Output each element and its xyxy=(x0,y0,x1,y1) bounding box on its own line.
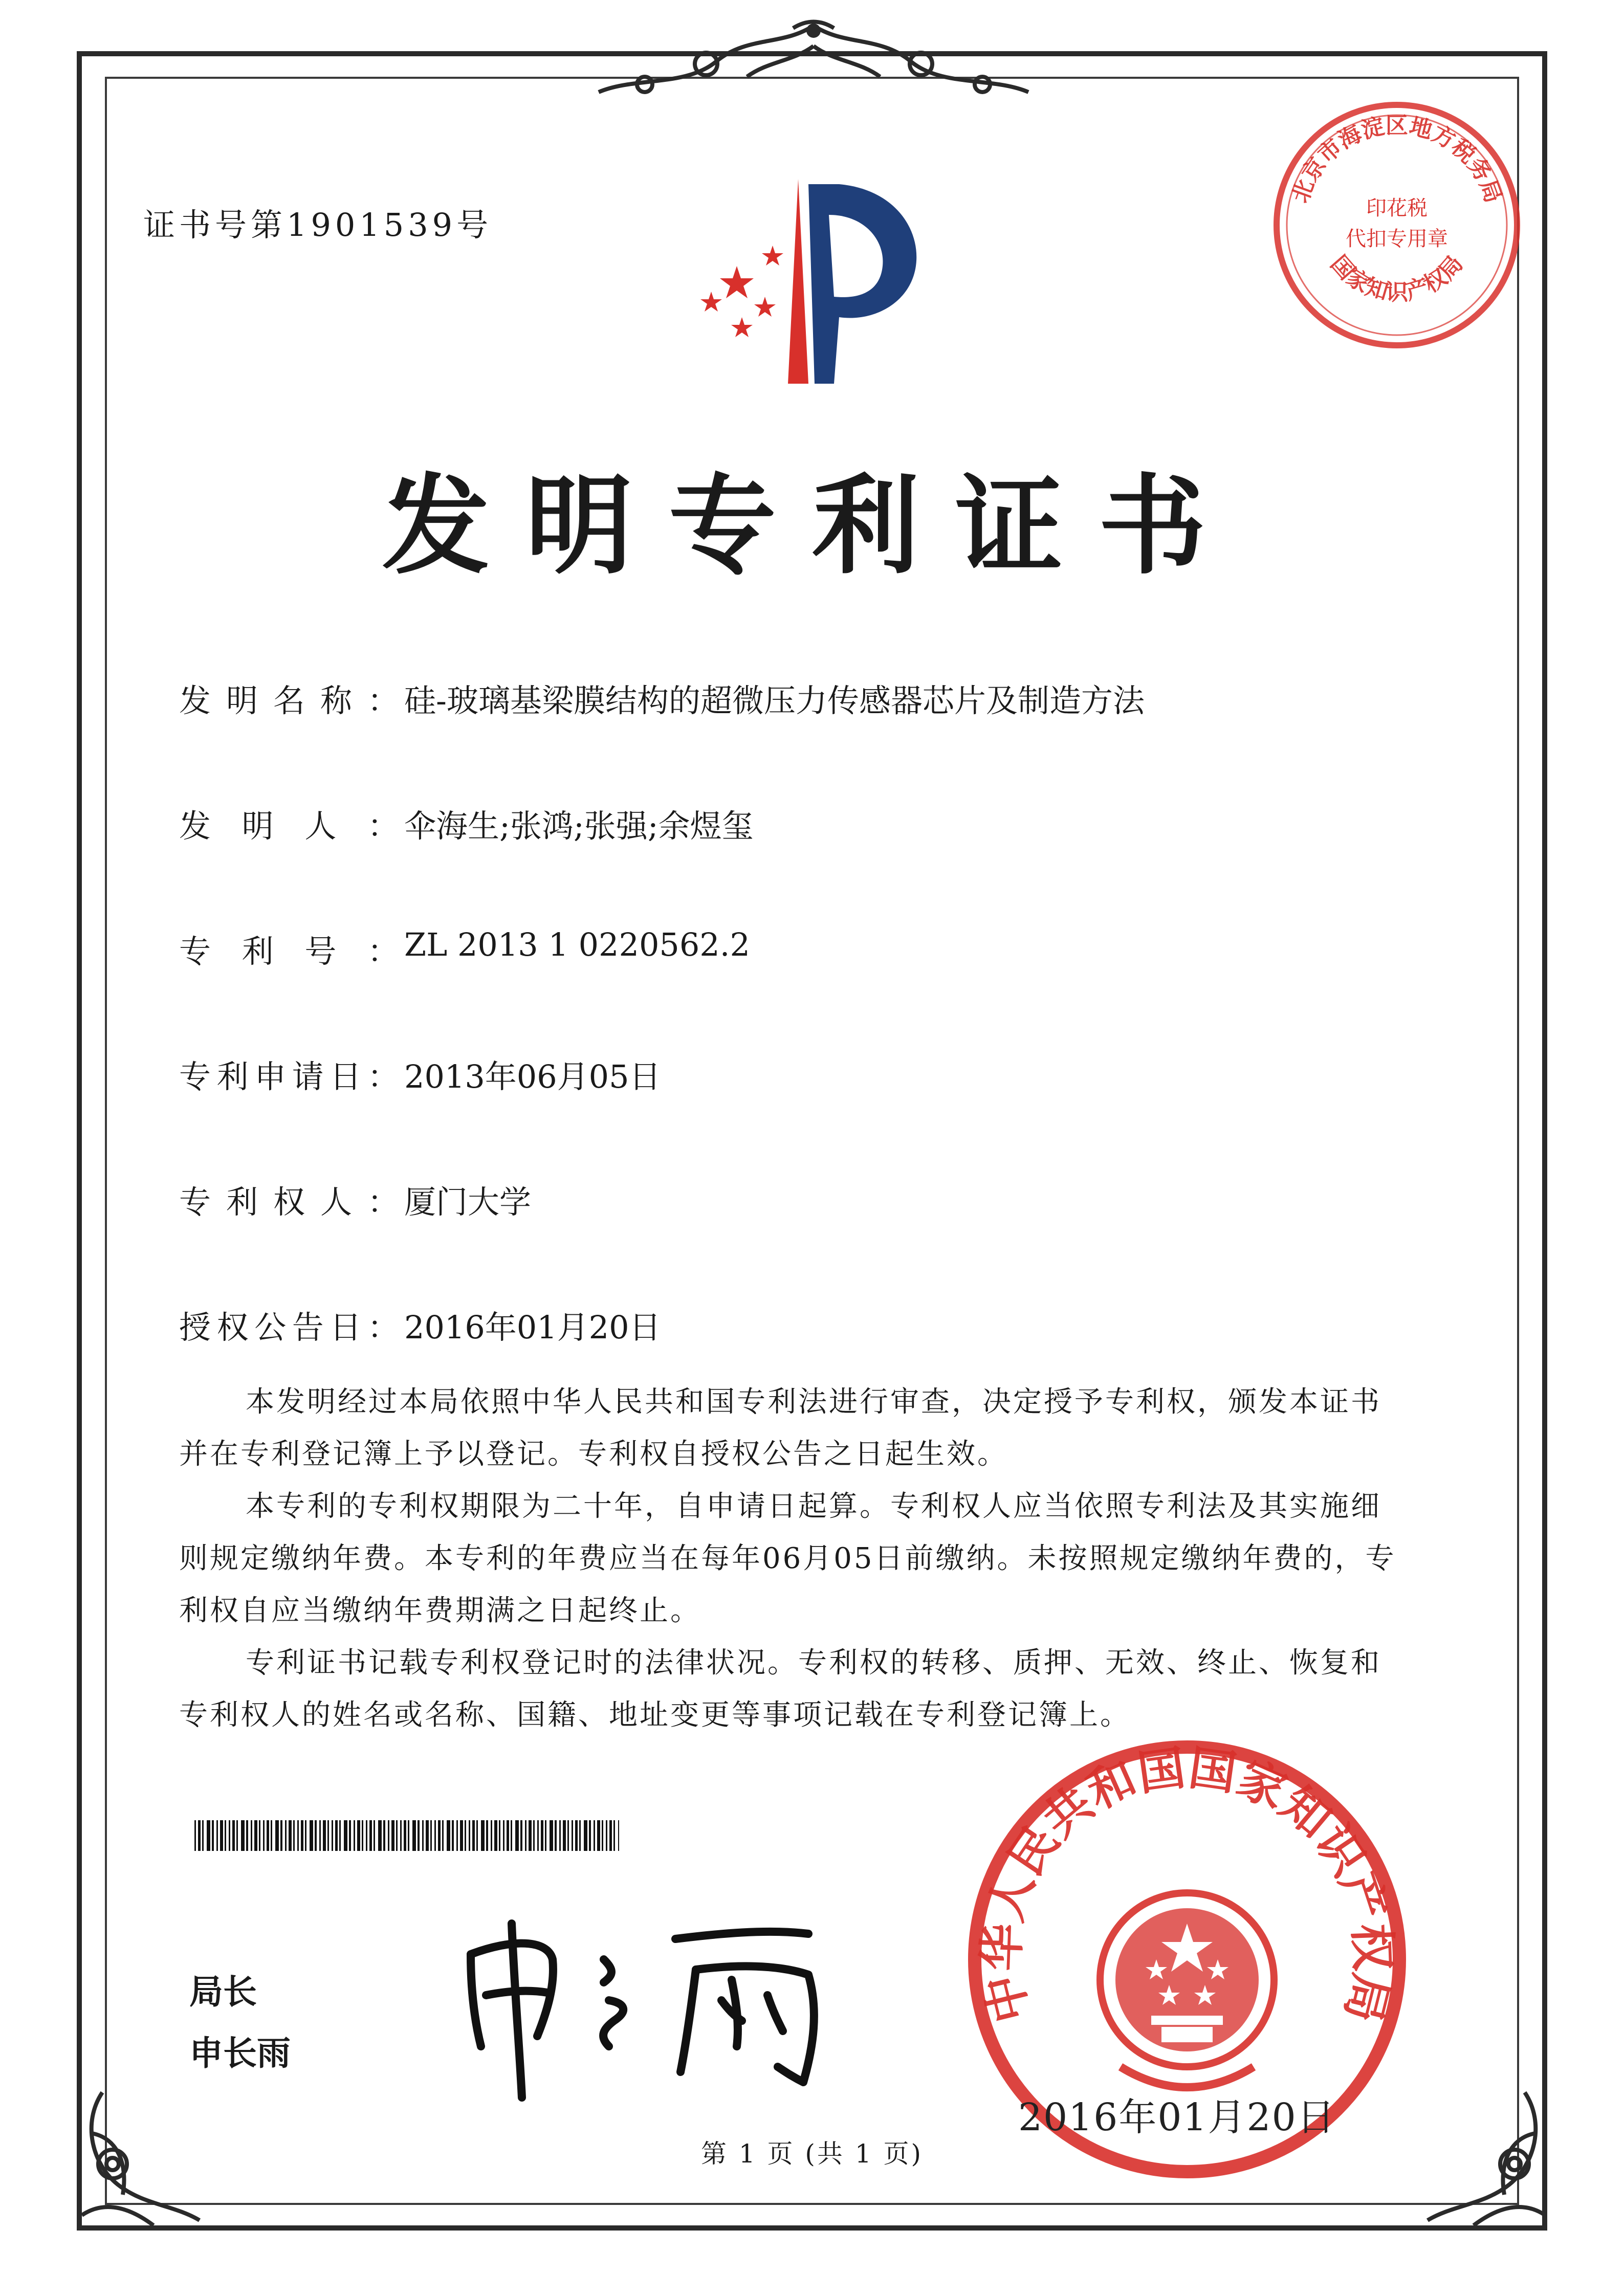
patent-office-logo xyxy=(681,169,957,394)
field-label: 专利申请日： xyxy=(179,1058,399,1095)
body-text xyxy=(179,1376,1407,1741)
field-label: 发明人： xyxy=(179,807,399,845)
field-value: 厦门大学 xyxy=(404,1183,532,1221)
field-label: 授权公告日： xyxy=(179,1309,399,1346)
field-value: ZL 2013 1 0220562.2 xyxy=(404,926,750,963)
director-title: 局长 xyxy=(189,1972,257,2012)
field-value: 2013年06月05日 xyxy=(404,1058,661,1095)
seal-date: 2016年01月20日 xyxy=(1018,2095,1336,2139)
director-signature xyxy=(450,1893,860,2108)
tax-stamp-outer-text: 北京市海淀区地方税务局 xyxy=(1287,113,1507,207)
field-label: 专利号： xyxy=(179,933,399,970)
top-ornament xyxy=(553,15,1074,107)
director-name: 申长雨 xyxy=(189,2034,291,2073)
barcode xyxy=(194,1820,619,1851)
seal-text: 中华人民共和国国家知识产权局 xyxy=(974,1740,1400,2028)
field-invention-name xyxy=(179,675,1145,721)
tax-stamp-seal xyxy=(1264,92,1530,358)
field-label: 专利权人： xyxy=(179,1183,399,1221)
field-grant-date xyxy=(179,1302,661,1348)
tax-stamp-inner-2: 代扣专用章 xyxy=(1346,227,1448,251)
field-value: 2016年01月20日 xyxy=(404,1309,661,1346)
certificate-number: 证书号第1901539号 xyxy=(143,206,493,244)
paragraph: 本专利的专利权期限为二十年，自申请日起算。专利权人应当依照专利法及其实施细则规定缴纳年费。本专利的年费应当在每年06月05日前缴纳。未按照规定缴纳年费的，专利权自应当缴纳年费期满之日起终止。 xyxy=(179,1490,1396,1627)
paragraph: 本发明经过本局依照中华人民共和国专利法进行审查，决定授予专利权，颁发本证书并在专利登记簿上予以登记。专利权自授权公告之日起生效。 xyxy=(179,1385,1381,1471)
field-value: 伞海生;张鸿;张强;余煜玺 xyxy=(404,807,754,845)
field-patent-number xyxy=(179,926,750,972)
document-title: 发明专利证书 xyxy=(382,463,1242,589)
field-label: 发明名称： xyxy=(179,682,399,719)
tax-stamp-inner-1: 印花税 xyxy=(1366,196,1428,220)
svg-text:国家知识产权局 xyxy=(1326,251,1468,305)
field-patentee xyxy=(179,1177,531,1222)
field-application-date xyxy=(179,1051,661,1097)
svg-text:北京市海淀区地方税务局 xyxy=(1287,113,1507,206)
page-footer: 第 1 页 (共 1 页) xyxy=(700,2139,924,2169)
tax-stamp-bottom-text: 国家知识产权局 xyxy=(1325,251,1468,305)
paragraph: 专利证书记载专利权登记时的法律状况。专利权的转移、质押、无效、终止、恢复和专利权人的姓名或名称、国籍、地址变更等事项记载在专利登记簿上。 xyxy=(179,1646,1381,1732)
field-inventors xyxy=(179,801,754,846)
field-value: 硅-玻璃基梁膜结构的超微压力传感器芯片及制造方法 xyxy=(404,682,1145,719)
